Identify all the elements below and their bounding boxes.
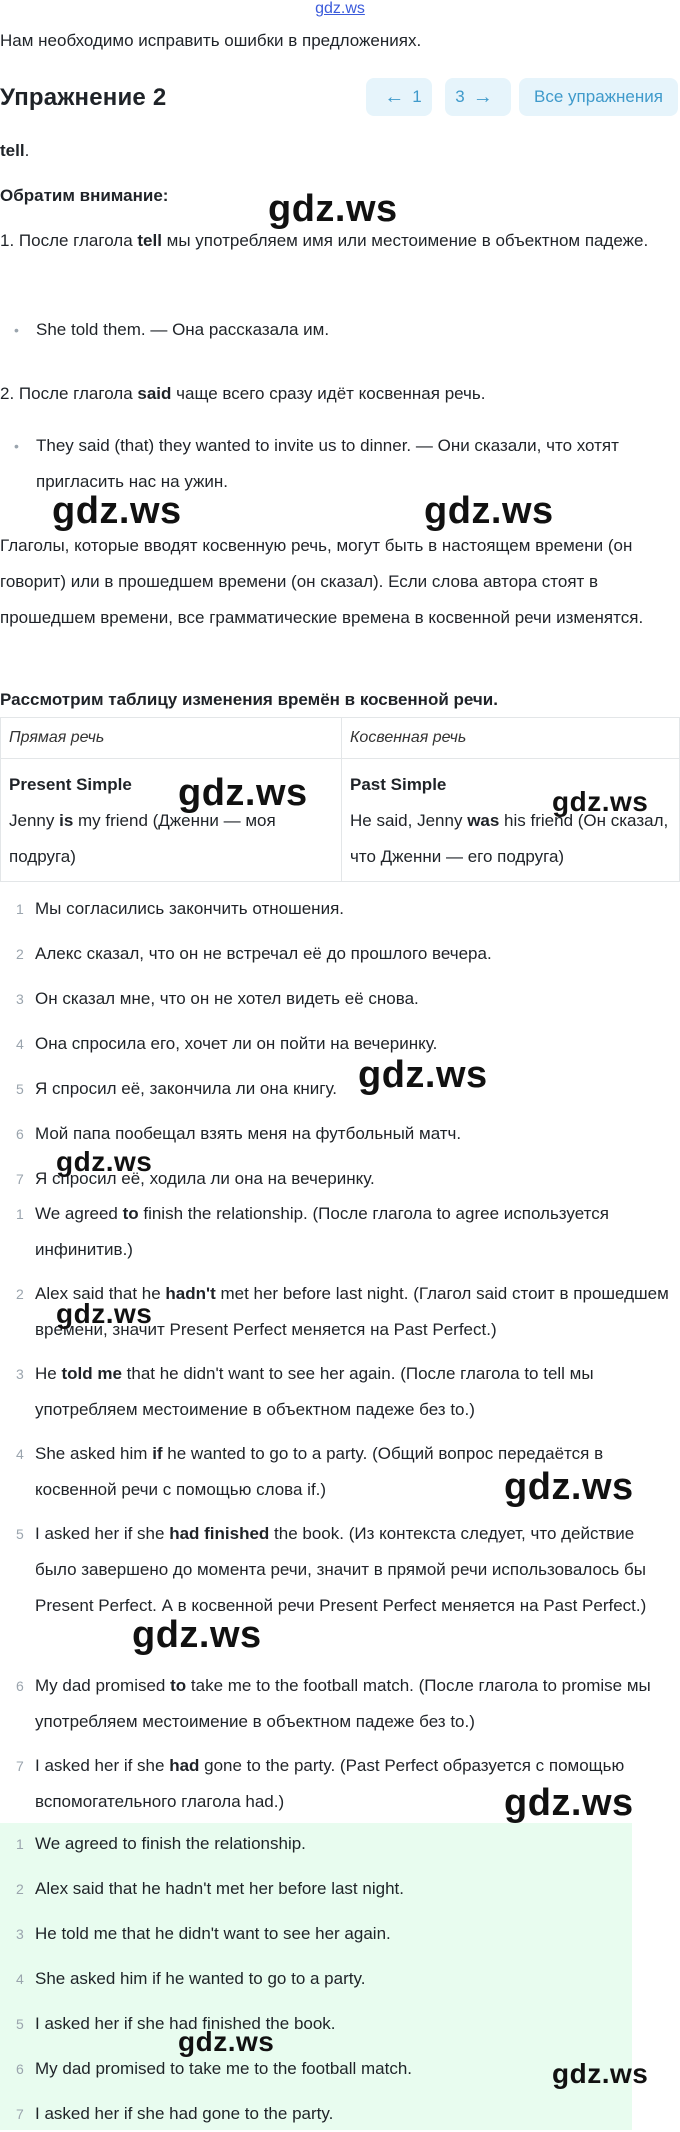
item-number: 1 bbox=[16, 901, 24, 917]
watermark: gdz.ws bbox=[552, 2058, 649, 2089]
table-ex-direct-b: is bbox=[59, 811, 74, 830]
item-text: My dad promised to take me to the football match. bbox=[35, 2059, 413, 2078]
item-text-a: I asked her if she bbox=[35, 1756, 170, 1775]
item-number: 4 bbox=[16, 1446, 24, 1462]
item-number: 4 bbox=[16, 1971, 24, 1987]
item-text-b: had finished bbox=[169, 1524, 270, 1543]
item-number: 3 bbox=[16, 1366, 24, 1382]
item-text-c: gone to the party. (Past Perfect образуется с помощью вспомогательного глагола had.) bbox=[35, 1756, 625, 1811]
list-item bbox=[0, 936, 680, 981]
watermark: gdz.ws bbox=[178, 772, 308, 814]
rule-2-post: чаще всего сразу идёт косвенная речь. bbox=[171, 384, 486, 403]
item-number: 7 bbox=[16, 1758, 24, 1774]
item-number: 5 bbox=[16, 1081, 24, 1097]
list-item bbox=[0, 1196, 680, 1276]
theory-paragraph: Глаголы, которые вводят косвенную речь, могут быть в настоящем времени (он говорит) или в прошедшем времени (он сказал). Если слова автора стоят в прошедшем времени, все грамматические времена в косвенной речи изменятся. bbox=[0, 536, 644, 627]
item-text-c: take me to the football match. (После глагола to promise мы употребляем местоимение в объектном падеже без to.) bbox=[35, 1676, 651, 1731]
item-text: Я спросил её, закончила ли она книгу. bbox=[35, 1079, 337, 1098]
table-tense-indirect: Past Simple bbox=[350, 775, 447, 794]
item-number: 3 bbox=[16, 991, 24, 1007]
watermark: gdz.ws bbox=[552, 786, 649, 817]
rule-1-bold: tell bbox=[137, 231, 162, 250]
table-ex-indirect-c: his friend (Он сказал, что Дженни — его подруга) bbox=[350, 811, 669, 866]
watermark: gdz.ws bbox=[178, 2026, 275, 2057]
watermark: gdz.ws bbox=[52, 490, 182, 532]
item-number: 1 bbox=[16, 1206, 24, 1222]
prev-exercise-label: 1 bbox=[412, 87, 422, 106]
item-text-a: My dad promised bbox=[35, 1676, 171, 1695]
item-text: Я спросил её, ходила ли она на вечеринку. bbox=[35, 1169, 375, 1188]
item-text: Алекс сказал, что он не встречал её до прошлого вечера. bbox=[35, 944, 492, 963]
item-number: 4 bbox=[16, 1036, 24, 1052]
table-ex-direct-a: Jenny bbox=[9, 811, 60, 830]
item-text: He told me that he didn't want to see her again. bbox=[35, 1924, 391, 1943]
table-cell-indirect bbox=[342, 759, 680, 882]
item-text: I asked her if she had finished the book. bbox=[35, 2014, 336, 2033]
list-item bbox=[0, 1668, 680, 1748]
arrow-right-icon: → bbox=[472, 85, 493, 108]
list-item bbox=[0, 891, 680, 936]
table-header-direct: Прямая речь bbox=[1, 718, 342, 759]
list-item bbox=[0, 1356, 680, 1436]
item-number: 2 bbox=[16, 1881, 24, 1897]
watermark: gdz.ws bbox=[504, 1466, 634, 1508]
list-item bbox=[0, 1961, 680, 2006]
site-top-link[interactable]: gdz.ws bbox=[315, 0, 365, 17]
watermark: gdz.ws bbox=[132, 1614, 262, 1656]
list-item bbox=[0, 981, 680, 1026]
item-text-c: that he didn't want to see her again. (После глагола to tell мы употребляем местоимение в объектном падеже без to.) bbox=[35, 1364, 594, 1419]
item-text-a: He bbox=[35, 1364, 62, 1383]
item-text-b: told me bbox=[61, 1364, 122, 1383]
table-ex-direct-c: my friend (Дженни — моя подруга) bbox=[9, 811, 276, 866]
list-item bbox=[0, 1071, 680, 1116]
item-number: 5 bbox=[16, 1526, 24, 1542]
watermark: gdz.ws bbox=[56, 1146, 153, 1177]
item-number: 2 bbox=[16, 946, 24, 962]
item-text-b: to bbox=[170, 1676, 187, 1695]
exercise-header bbox=[0, 78, 680, 118]
list-item bbox=[0, 1871, 680, 1916]
item-text-a: Alex said that he bbox=[35, 1284, 166, 1303]
list-item bbox=[0, 1026, 680, 1071]
item-text-c: met her before last night. (Глагол said стоит в прошедшем времени, значит Present Perfect меняется на Past Perfect.) bbox=[35, 1284, 669, 1339]
table-header-indirect: Косвенная речь bbox=[342, 718, 680, 759]
rule-1-pre: 1. После глагола bbox=[0, 231, 138, 250]
table-intro bbox=[0, 682, 678, 718]
item-number: 3 bbox=[16, 1926, 24, 1942]
item-text: I asked her if she had gone to the party. bbox=[35, 2104, 334, 2123]
item-text-c: the book. (Из контекста следует, что действие было завершено до момента речи, значит в прямой речи использовалось бы Present Perfect. А в косвенной речи Present Perfect меняется на Past Perfect.) bbox=[35, 1524, 647, 1615]
rule-2-pre: 2. После глагола bbox=[0, 384, 138, 403]
all-exercises-button[interactable] bbox=[519, 78, 678, 116]
item-number: 7 bbox=[16, 2106, 24, 2122]
watermark: gdz.ws bbox=[424, 490, 554, 532]
page-title: Упражнение 2 bbox=[0, 84, 167, 111]
note-title-text: Обратим внимание: bbox=[0, 186, 169, 205]
list-item bbox=[0, 1516, 680, 1668]
watermark: gdz.ws bbox=[504, 1782, 634, 1824]
item-text: Она спросила его, хочет ли он пойти на вечеринку. bbox=[35, 1034, 438, 1053]
list-item bbox=[0, 1916, 680, 1961]
table-intro-text: Рассмотрим таблицу изменения времён в косвенной речи. bbox=[0, 690, 498, 709]
item-text: Alex said that he hadn't met her before last night. bbox=[35, 1879, 404, 1898]
prev-exercise-button[interactable] bbox=[366, 78, 432, 116]
rule-1-post: мы употребляем имя или местоимение в объектном падеже. bbox=[161, 231, 649, 250]
item-text: We agreed to finish the relationship. bbox=[35, 1834, 306, 1853]
item-text-b: had bbox=[169, 1756, 200, 1775]
item-number: 2 bbox=[16, 1286, 24, 1302]
item-number: 5 bbox=[16, 2016, 24, 2032]
item-text-c: he wanted to go to a party. (Общий вопрос передаётся в косвенной речи с помощью слова if.) bbox=[35, 1444, 604, 1499]
item-text: Мой папа пообещал взять меня на футбольный матч. bbox=[35, 1124, 462, 1143]
item-number: 6 bbox=[16, 1678, 24, 1694]
arrow-left-icon: ← bbox=[384, 85, 405, 108]
list-item bbox=[0, 2096, 680, 2131]
watermark: gdz.ws bbox=[358, 1054, 488, 1096]
table-ex-indirect-a: He said, Jenny bbox=[350, 811, 468, 830]
item-number: 6 bbox=[16, 2061, 24, 2077]
example-2: • They said (that) they wanted to invite us to dinner. — Они сказали, что хотят пригласить нас на ужин. bbox=[36, 428, 676, 500]
item-text-b: if bbox=[152, 1444, 163, 1463]
rule-2-bold: said bbox=[137, 384, 172, 403]
item-text-a: She asked him bbox=[35, 1444, 153, 1463]
item-text-b: hadn't bbox=[165, 1284, 216, 1303]
watermark: gdz.ws bbox=[268, 188, 398, 230]
next-exercise-label: 3 bbox=[455, 87, 465, 106]
tell-word-text: tell bbox=[0, 141, 25, 160]
table-tense-direct: Present Simple bbox=[9, 775, 132, 794]
item-text: She asked him if he wanted to go to a party. bbox=[35, 1969, 366, 1988]
item-number: 7 bbox=[16, 1171, 24, 1187]
list-item bbox=[0, 1826, 680, 1871]
next-exercise-button[interactable] bbox=[445, 78, 511, 116]
all-exercises-label: Все упражнения bbox=[534, 87, 663, 106]
tell-word: tell. bbox=[0, 141, 30, 160]
item-text: Мы согласились закончить отношения. bbox=[35, 899, 344, 918]
intro-text: Нам необходимо исправить ошибки в предложениях. bbox=[0, 31, 422, 50]
item-text-a: We agreed bbox=[35, 1204, 123, 1223]
item-text: Он сказал мне, что он не хотел видеть её снова. bbox=[35, 989, 419, 1008]
item-text-c: finish the relationship. (После глагола to agree используется инфинитив.) bbox=[35, 1204, 609, 1259]
watermark: gdz.ws bbox=[56, 1298, 153, 1329]
item-number: 6 bbox=[16, 1126, 24, 1142]
item-number: 1 bbox=[16, 1836, 24, 1852]
table-ex-indirect-b: was bbox=[467, 811, 500, 830]
item-text-b: to bbox=[122, 1204, 139, 1223]
rule-2 bbox=[0, 376, 678, 412]
item-text-a: I asked her if she bbox=[35, 1524, 170, 1543]
example-1: • She told them. — Она рассказала им. bbox=[36, 312, 676, 348]
list-item bbox=[0, 2006, 680, 2051]
